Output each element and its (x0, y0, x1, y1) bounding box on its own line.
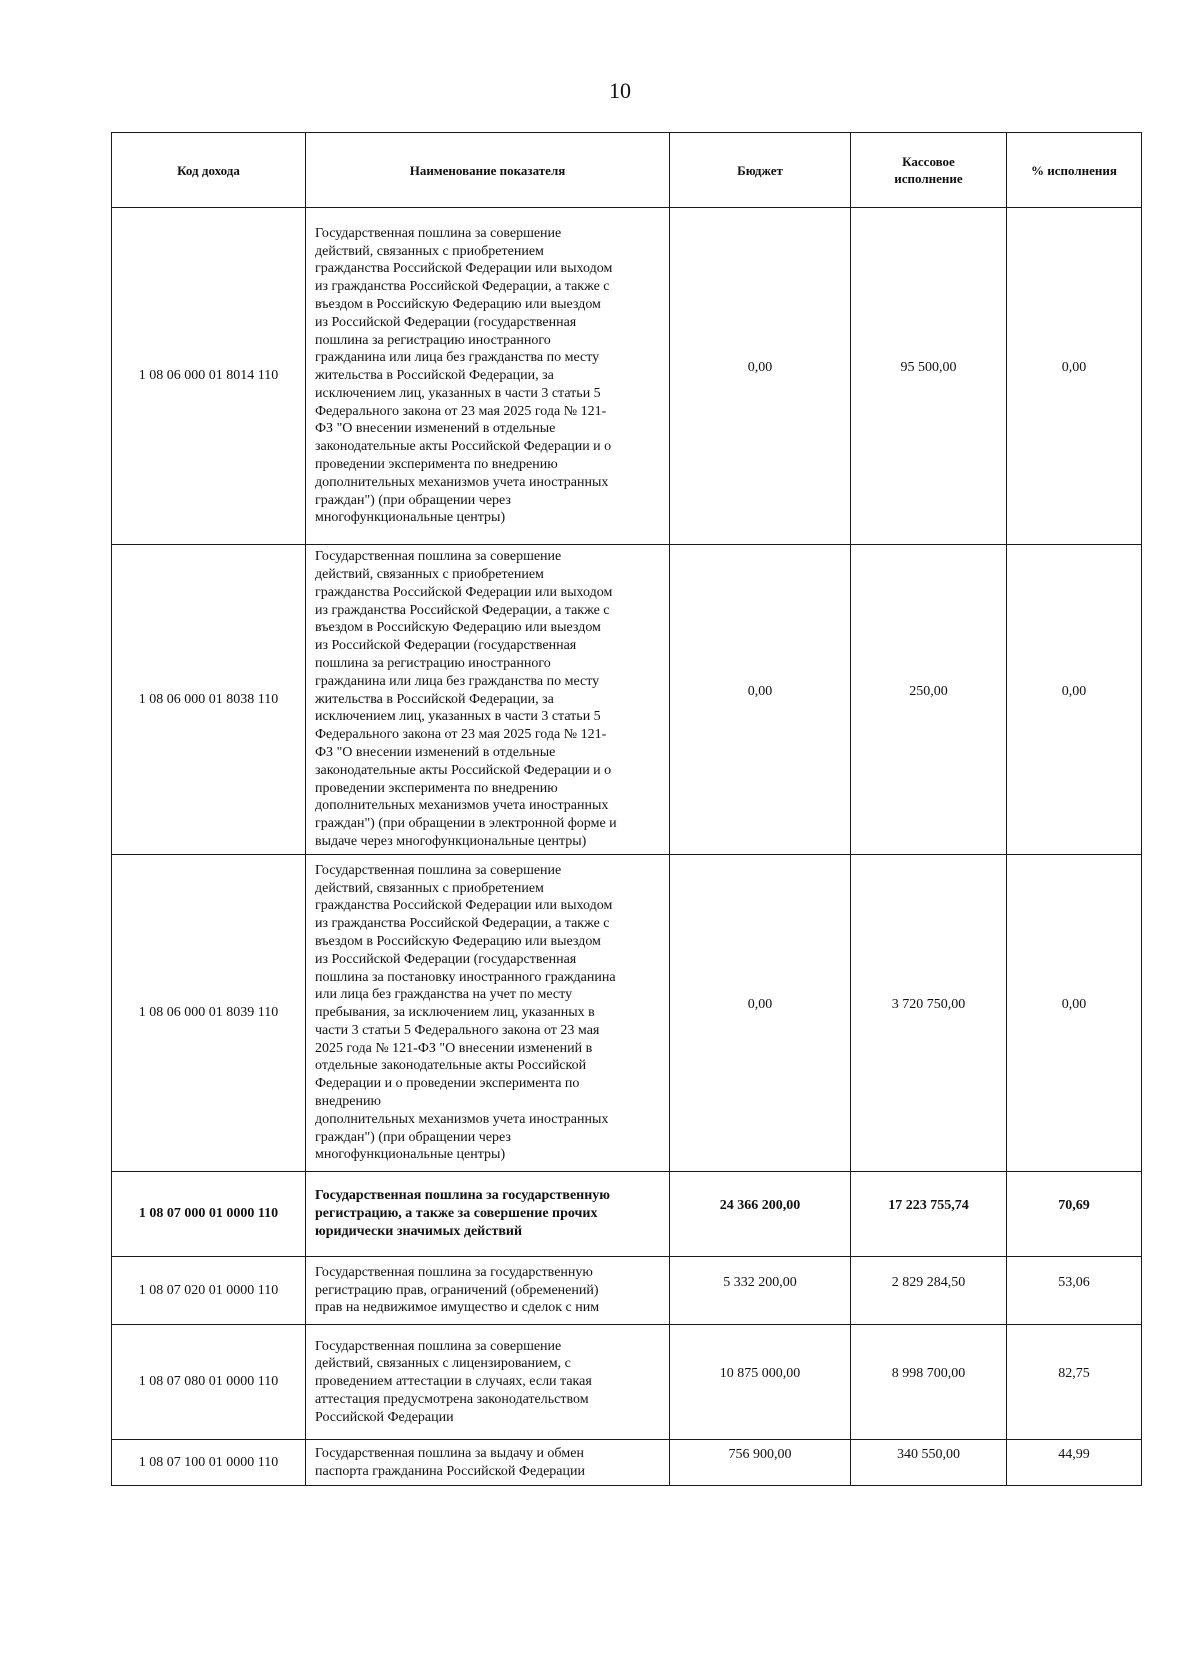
row-budget-value: 24 366 200,00 (719, 1198, 801, 1213)
row-percent-value: 0,00 (1061, 683, 1087, 699)
row-percent-value: 0,00 (1061, 997, 1087, 1012)
table-header (112, 133, 1142, 208)
row-code: 1 08 07 000 01 0000 110 (112, 1172, 306, 1257)
header-code: Код дохода (112, 133, 306, 208)
row-code: 1 08 06 000 01 8039 110 (112, 855, 306, 1172)
row-budget-value: 0,00 (747, 360, 773, 375)
row-budget-value: 0,00 (747, 997, 773, 1012)
row-budget-value: 5 332 200,00 (723, 1274, 797, 1290)
row-code: 1 08 07 080 01 0000 110 (112, 1325, 306, 1440)
row-execution-value: 3 720 750,00 (891, 997, 966, 1012)
page-number: 10 (609, 78, 631, 103)
row-name: Государственная пошлина за государственную регистрацию, а также за совершение прочих юридически значимых действий (306, 1172, 670, 1257)
row-percent-value: 82,75 (1058, 1366, 1090, 1381)
header-row (112, 133, 1142, 208)
revenue-table (111, 132, 1142, 1486)
row-percent-value: 0,00 (1061, 360, 1087, 375)
row-code: 1 08 07 100 01 0000 110 (112, 1440, 306, 1486)
row-execution (851, 1325, 1007, 1440)
row-name: Государственная пошлина за совершение действий, связанных с приобретением гражданства Российской Федерации или выходом из гражданства Российской Федерации, а также с въездом в Российскую Федерацию или выездом из Российской Федерации (государственная пошлина за постановку иностранного гражданина или лица без гражданства на учет по месту пребывания, за исключением лиц, указанных в части 3 статьи 5 Федерального закона от 23 мая 2025 года № 121-ФЗ "О внесении изменений в отдельные законодательные акты Российской Федерации и о проведении эксперимента по внедрению дополнительных механизмов учета иностранных граждан") (при обращении через многофункциональные центры) (306, 855, 670, 1172)
row-execution (851, 545, 1007, 855)
table-row (112, 545, 1142, 855)
table-row (112, 1325, 1142, 1440)
row-percent (1007, 1257, 1142, 1325)
row-percent (1007, 1172, 1142, 1257)
row-execution-value: 250,00 (909, 683, 948, 699)
row-percent-value: 44,99 (1058, 1446, 1090, 1462)
row-execution-value: 340 550,00 (897, 1446, 960, 1462)
row-execution-value: 95 500,00 (900, 360, 957, 375)
row-budget-value: 10 875 000,00 (719, 1366, 801, 1381)
row-code: 1 08 07 020 01 0000 110 (112, 1257, 306, 1325)
row-percent (1007, 1440, 1142, 1486)
row-name: Государственная пошлина за выдачу и обмен паспорта гражданина Российской Федерации (306, 1440, 670, 1486)
row-code: 1 08 06 000 01 8014 110 (112, 208, 306, 545)
row-budget-value: 756 900,00 (728, 1446, 792, 1462)
table-row (112, 208, 1142, 545)
row-execution (851, 1172, 1007, 1257)
table-row-subtotal (112, 1172, 1142, 1257)
row-percent (1007, 545, 1142, 855)
row-budget-value: 0,00 (747, 683, 773, 699)
row-execution (851, 1257, 1007, 1325)
header-name: Наименование показателя (306, 133, 670, 208)
row-budget (670, 1172, 851, 1257)
header-execution: Кассовое исполнение (851, 133, 1007, 208)
row-percent (1007, 208, 1142, 545)
row-name: Государственная пошлина за государственную регистрацию прав, ограничений (обременений) прав на недвижимое имущество и сделок с ним (306, 1257, 670, 1325)
header-percent: % исполнения (1007, 133, 1142, 208)
row-budget (670, 1325, 851, 1440)
row-percent-value: 70,69 (1058, 1198, 1090, 1213)
row-execution (851, 1440, 1007, 1486)
row-execution (851, 855, 1007, 1172)
row-name: Государственная пошлина за совершение действий, связанных с лицензированием, с проведением аттестации в случаях, если такая аттестация предусмотрена законодательством Российской Федерации (306, 1325, 670, 1440)
row-execution-value: 8 998 700,00 (891, 1366, 966, 1381)
table-row (112, 855, 1142, 1172)
row-name: Государственная пошлина за совершение действий, связанных с приобретением гражданства Российской Федерации или выходом из гражданства Российской Федерации, а также с въездом в Российскую Федерацию или выездом из Российской Федерации (государственная пошлина за регистрацию иностранного гражданина или лица без гражданства по месту жительства в Российской Федерации, за исключением лиц, указанных в части 3 статьи 5 Федерального закона от 23 мая 2025 года № 121- ФЗ "О внесении изменений в отдельные законодательные акты Российской Федерации и о проведении эксперимента по внедрению дополнительных механизмов учета иностранных граждан") (при обращении через многофункциональные центры) (306, 208, 670, 545)
row-execution-value: 17 223 755,74 (888, 1198, 969, 1213)
row-percent-value: 53,06 (1058, 1274, 1090, 1290)
table-row (112, 1257, 1142, 1325)
row-budget (670, 208, 851, 545)
row-execution-value: 2 829 284,50 (891, 1274, 966, 1290)
row-budget (670, 545, 851, 855)
header-budget: Бюджет (670, 133, 851, 208)
row-execution (851, 208, 1007, 545)
row-budget (670, 1440, 851, 1486)
row-code: 1 08 06 000 01 8038 110 (112, 545, 306, 855)
table-body (112, 208, 1142, 1486)
row-percent (1007, 1325, 1142, 1440)
row-budget (670, 1257, 851, 1325)
table-row (112, 1440, 1142, 1486)
row-budget (670, 855, 851, 1172)
row-percent (1007, 855, 1142, 1172)
row-name: Государственная пошлина за совершение действий, связанных с приобретением гражданства Российской Федерации или выходом из гражданства Российской Федерации, а также с въездом в Российскую Федерацию или выездом из Российской Федерации (государственная пошлина за регистрацию иностранного гражданина или лица без гражданства по месту жительства в Российской Федерации, за исключением лиц, указанных в части 3 статьи 5 Федерального закона от 23 мая 2025 года № 121- ФЗ "О внесении изменений в отдельные законодательные акты Российской Федерации и о проведении эксперимента по внедрению дополнительных механизмов учета иностранных граждан") (при обращении в электронной форме и выдаче через многофункциональные центры) (306, 545, 670, 855)
